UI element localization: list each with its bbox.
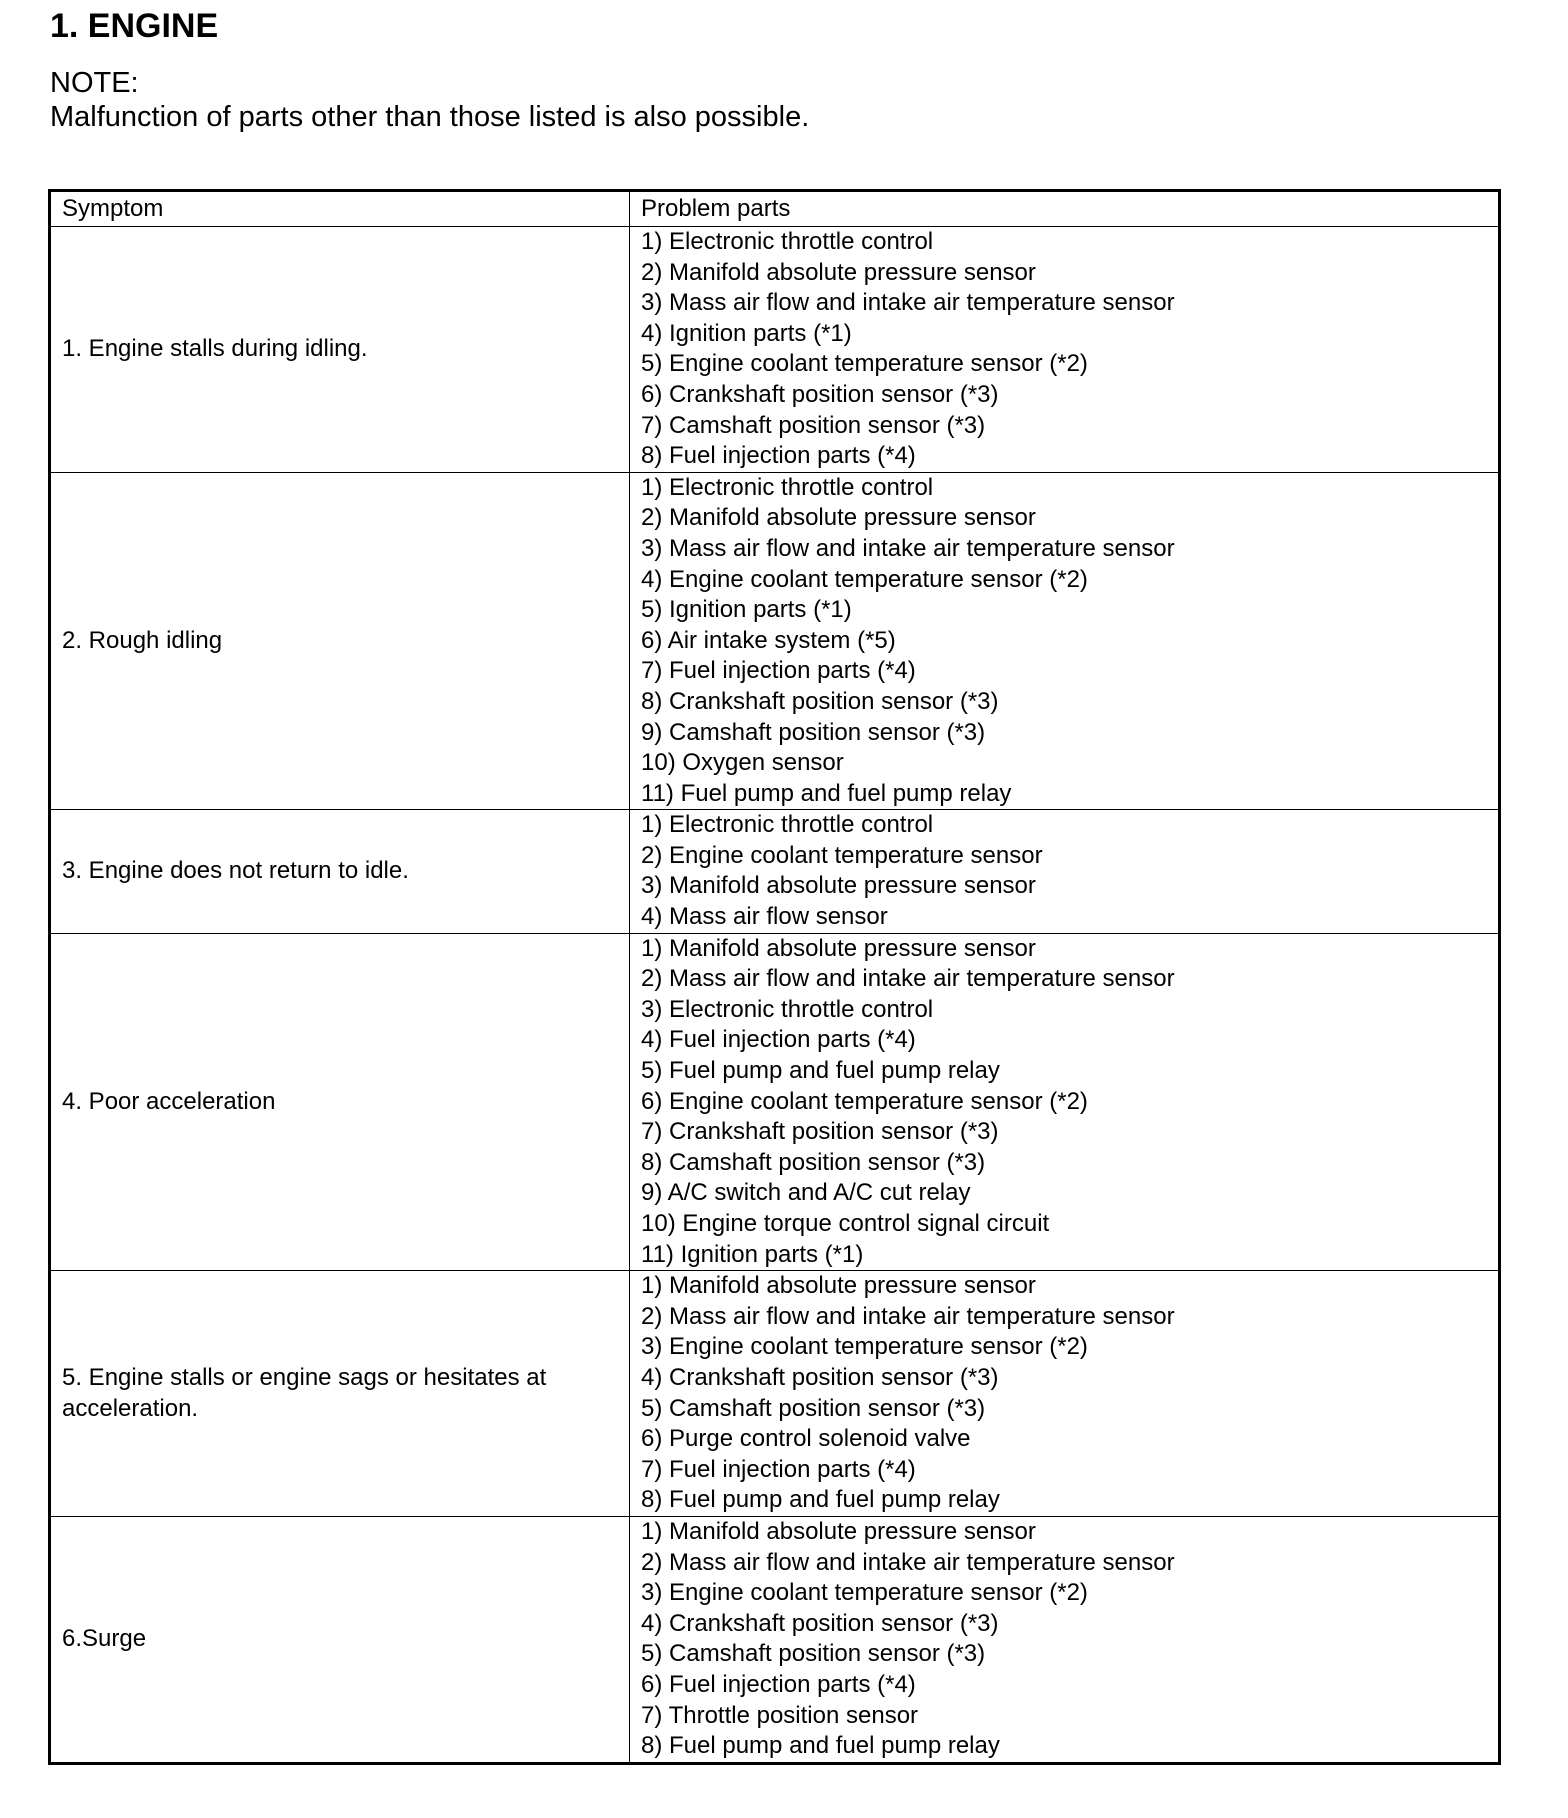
symptom-cell: 5. Engine stalls or engine sags or hesitates at acceleration. bbox=[50, 1271, 630, 1517]
list-item: 7) Throttle position sensor bbox=[641, 1701, 919, 1729]
problem-parts-cell bbox=[630, 472, 1500, 810]
list-item: 4) Engine coolant temperature sensor (*2) bbox=[641, 565, 1088, 593]
table-body bbox=[50, 227, 1500, 1764]
list-item: 2) Engine coolant temperature sensor bbox=[641, 841, 1043, 869]
problem-parts-list bbox=[641, 1517, 1498, 1762]
list-item: 4) Crankshaft position sensor (*3) bbox=[641, 1609, 999, 1637]
note-text: Malfunction of parts other than those listed is also possible. bbox=[50, 101, 810, 133]
list-item: 6) Air intake system (*5) bbox=[641, 626, 896, 654]
list-item: 9) A/C switch and A/C cut relay bbox=[641, 1179, 971, 1207]
problem-parts-cell bbox=[630, 933, 1500, 1271]
list-item: 3) Mass air flow and intake air temperature sensor bbox=[641, 289, 1175, 317]
problem-parts-cell bbox=[630, 227, 1500, 473]
list-item: 5) Fuel pump and fuel pump relay bbox=[641, 1057, 1000, 1085]
list-item: 6) Purge control solenoid valve bbox=[641, 1425, 971, 1453]
problem-parts-cell bbox=[630, 810, 1500, 933]
list-item: 1) Manifold absolute pressure sensor bbox=[641, 1517, 1036, 1545]
symptom-cell: 3. Engine does not return to idle. bbox=[50, 810, 630, 933]
list-item: 1) Electronic throttle control bbox=[641, 228, 934, 255]
table-row bbox=[50, 810, 1500, 933]
list-item: 7) Crankshaft position sensor (*3) bbox=[641, 1118, 999, 1146]
list-item: 2) Mass air flow and intake air temperature sensor bbox=[641, 1302, 1175, 1330]
symptom-cell: 6.Surge bbox=[50, 1516, 630, 1763]
list-item: 4) Fuel injection parts (*4) bbox=[641, 1026, 916, 1054]
list-item: 1) Electronic throttle control bbox=[641, 473, 934, 501]
problem-parts-cell bbox=[630, 1271, 1500, 1517]
table-header-row bbox=[50, 191, 1500, 227]
list-item: 3) Engine coolant temperature sensor (*2) bbox=[641, 1579, 1088, 1607]
table-row bbox=[50, 933, 1500, 1271]
list-item: 8) Camshaft position sensor (*3) bbox=[641, 1148, 986, 1176]
symptom-cell: 4. Poor acceleration bbox=[50, 933, 630, 1271]
list-item: 6) Engine coolant temperature sensor (*2) bbox=[641, 1087, 1088, 1115]
list-item: 1) Manifold absolute pressure sensor bbox=[641, 1272, 1036, 1300]
symptom-cell: 1. Engine stalls during idling. bbox=[50, 227, 630, 473]
list-item: 4) Mass air flow sensor bbox=[641, 903, 888, 931]
symptom-cell: 2. Rough idling bbox=[50, 472, 630, 810]
problem-parts-list bbox=[641, 1271, 1498, 1516]
list-item: 4) Ignition parts (*1) bbox=[641, 319, 852, 347]
problem-parts-cell bbox=[630, 1516, 1500, 1763]
header-problem-parts: Problem parts bbox=[630, 191, 1500, 227]
list-item: 8) Fuel pump and fuel pump relay bbox=[641, 1732, 1000, 1760]
problem-parts-list bbox=[641, 934, 1498, 1271]
header-symptom: Symptom bbox=[50, 191, 630, 227]
list-item: 8) Fuel injection parts (*4) bbox=[641, 442, 916, 470]
list-item: 2) Manifold absolute pressure sensor bbox=[641, 258, 1036, 286]
table-row bbox=[50, 1516, 1500, 1763]
list-item: 11) Fuel pump and fuel pump relay bbox=[641, 779, 1012, 807]
list-item: 3) Electronic throttle control bbox=[641, 995, 934, 1023]
list-item: 4) Crankshaft position sensor (*3) bbox=[641, 1363, 999, 1391]
table-row bbox=[50, 1271, 1500, 1517]
list-item: 5) Camshaft position sensor (*3) bbox=[641, 1394, 986, 1422]
symptom-table bbox=[48, 189, 1501, 1765]
list-item: 7) Camshaft position sensor (*3) bbox=[641, 411, 986, 439]
list-item: 8) Crankshaft position sensor (*3) bbox=[641, 687, 999, 715]
list-item: 7) Fuel injection parts (*4) bbox=[641, 1455, 916, 1483]
list-item: 5) Ignition parts (*1) bbox=[641, 596, 852, 624]
list-item: 11) Ignition parts (*1) bbox=[641, 1240, 864, 1268]
list-item: 10) Engine torque control signal circuit bbox=[641, 1210, 1050, 1237]
list-item: 3) Manifold absolute pressure sensor bbox=[641, 872, 1036, 900]
list-item: 1) Electronic throttle control bbox=[641, 811, 934, 839]
problem-parts-list bbox=[641, 473, 1498, 810]
note-label: NOTE: bbox=[50, 67, 139, 99]
problem-parts-list bbox=[641, 227, 1498, 472]
list-item: 6) Crankshaft position sensor (*3) bbox=[641, 380, 999, 408]
list-item: 8) Fuel pump and fuel pump relay bbox=[641, 1486, 1000, 1514]
table-row bbox=[50, 227, 1500, 473]
list-item: 5) Camshaft position sensor (*3) bbox=[641, 1640, 986, 1668]
list-item: 2) Mass air flow and intake air temperature sensor bbox=[641, 965, 1175, 993]
list-item: 10) Oxygen sensor bbox=[641, 749, 844, 777]
list-item: 2) Mass air flow and intake air temperature sensor bbox=[641, 1548, 1175, 1576]
list-item: 7) Fuel injection parts (*4) bbox=[641, 657, 916, 685]
list-item: 3) Mass air flow and intake air temperature sensor bbox=[641, 534, 1175, 562]
list-item: 2) Manifold absolute pressure sensor bbox=[641, 504, 1036, 532]
list-item: 3) Engine coolant temperature sensor (*2) bbox=[641, 1333, 1088, 1361]
list-item: 6) Fuel injection parts (*4) bbox=[641, 1670, 916, 1698]
list-item: 1) Manifold absolute pressure sensor bbox=[641, 934, 1036, 962]
problem-parts-list bbox=[641, 810, 1498, 932]
list-item: 5) Engine coolant temperature sensor (*2) bbox=[641, 350, 1088, 378]
table-row bbox=[50, 472, 1500, 810]
section-heading: 1. ENGINE bbox=[50, 7, 219, 45]
list-item: 9) Camshaft position sensor (*3) bbox=[641, 718, 986, 746]
